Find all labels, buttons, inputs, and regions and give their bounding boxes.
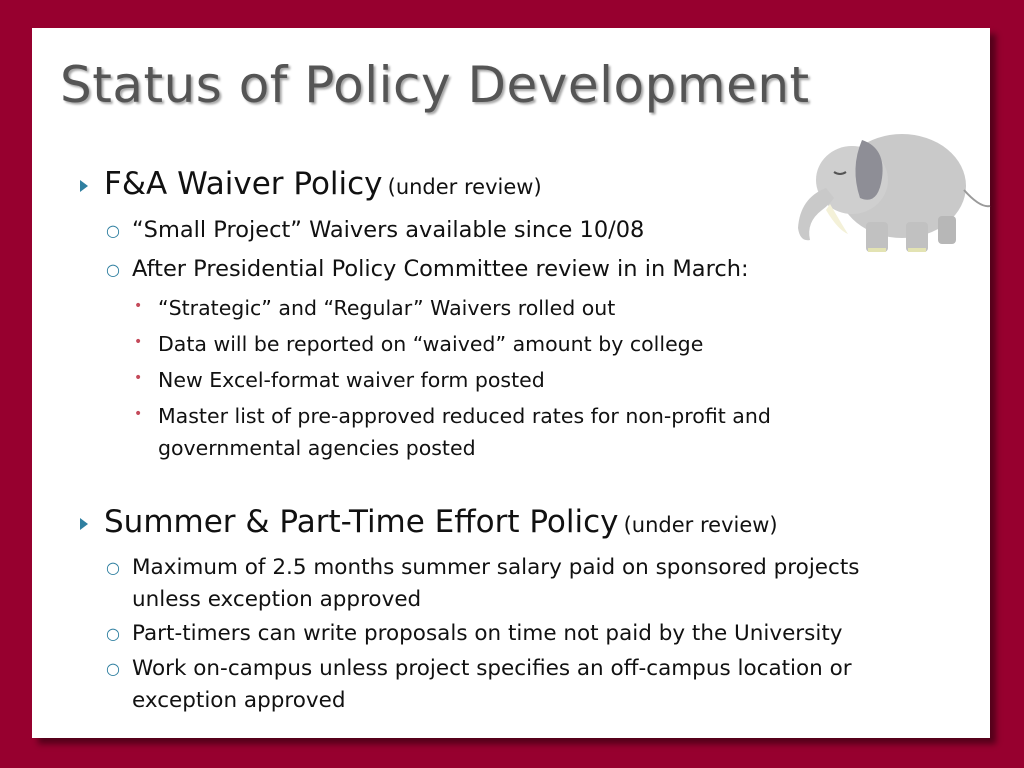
list-item: New Excel-format waiver form posted xyxy=(158,368,545,392)
list-item: After Presidential Policy Committee review in in March: xyxy=(132,256,749,282)
list-item: Work on-campus unless project specifies an off-campus location or xyxy=(132,656,852,681)
page-title: Status of Policy Development xyxy=(60,56,810,114)
list-item: “Small Project” Waivers available since 10/08 xyxy=(132,217,645,243)
list-item: Maximum of 2.5 months summer salary paid on sponsored projects xyxy=(132,555,860,580)
dot-bullet-icon: • xyxy=(134,298,143,314)
dot-bullet-icon: • xyxy=(134,370,143,386)
list-item: Master list of pre-approved reduced rates for non-profit and xyxy=(158,404,771,428)
section-heading xyxy=(104,504,778,540)
list-item-continuation: governmental agencies posted xyxy=(158,436,476,460)
ring-bullet-icon: ○ xyxy=(106,659,120,678)
dot-bullet-icon: • xyxy=(134,406,143,422)
list-item: Part-timers can write proposals on time not paid by the University xyxy=(132,621,843,646)
ring-bullet-icon: ○ xyxy=(106,624,120,643)
section-note: (under review) xyxy=(623,513,778,537)
section-heading-text: F&A Waiver Policy xyxy=(104,166,383,202)
elephant-icon xyxy=(790,118,996,258)
list-item: “Strategic” and “Regular” Waivers rolled out xyxy=(158,296,616,320)
section-heading xyxy=(104,166,542,202)
slide xyxy=(32,28,990,738)
triangle-bullet-icon xyxy=(80,518,88,530)
triangle-bullet-icon xyxy=(80,180,88,192)
section-note: (under review) xyxy=(387,175,542,199)
ring-bullet-icon: ○ xyxy=(106,558,120,577)
section-heading-text: Summer & Part-Time Effort Policy xyxy=(104,504,619,540)
list-item: Data will be reported on “waived” amount by college xyxy=(158,332,704,356)
ring-bullet-icon: ○ xyxy=(106,221,120,240)
dot-bullet-icon: • xyxy=(134,334,143,350)
list-item-continuation: unless exception approved xyxy=(132,587,422,612)
list-item-continuation: exception approved xyxy=(132,688,346,713)
ring-bullet-icon: ○ xyxy=(106,260,120,279)
